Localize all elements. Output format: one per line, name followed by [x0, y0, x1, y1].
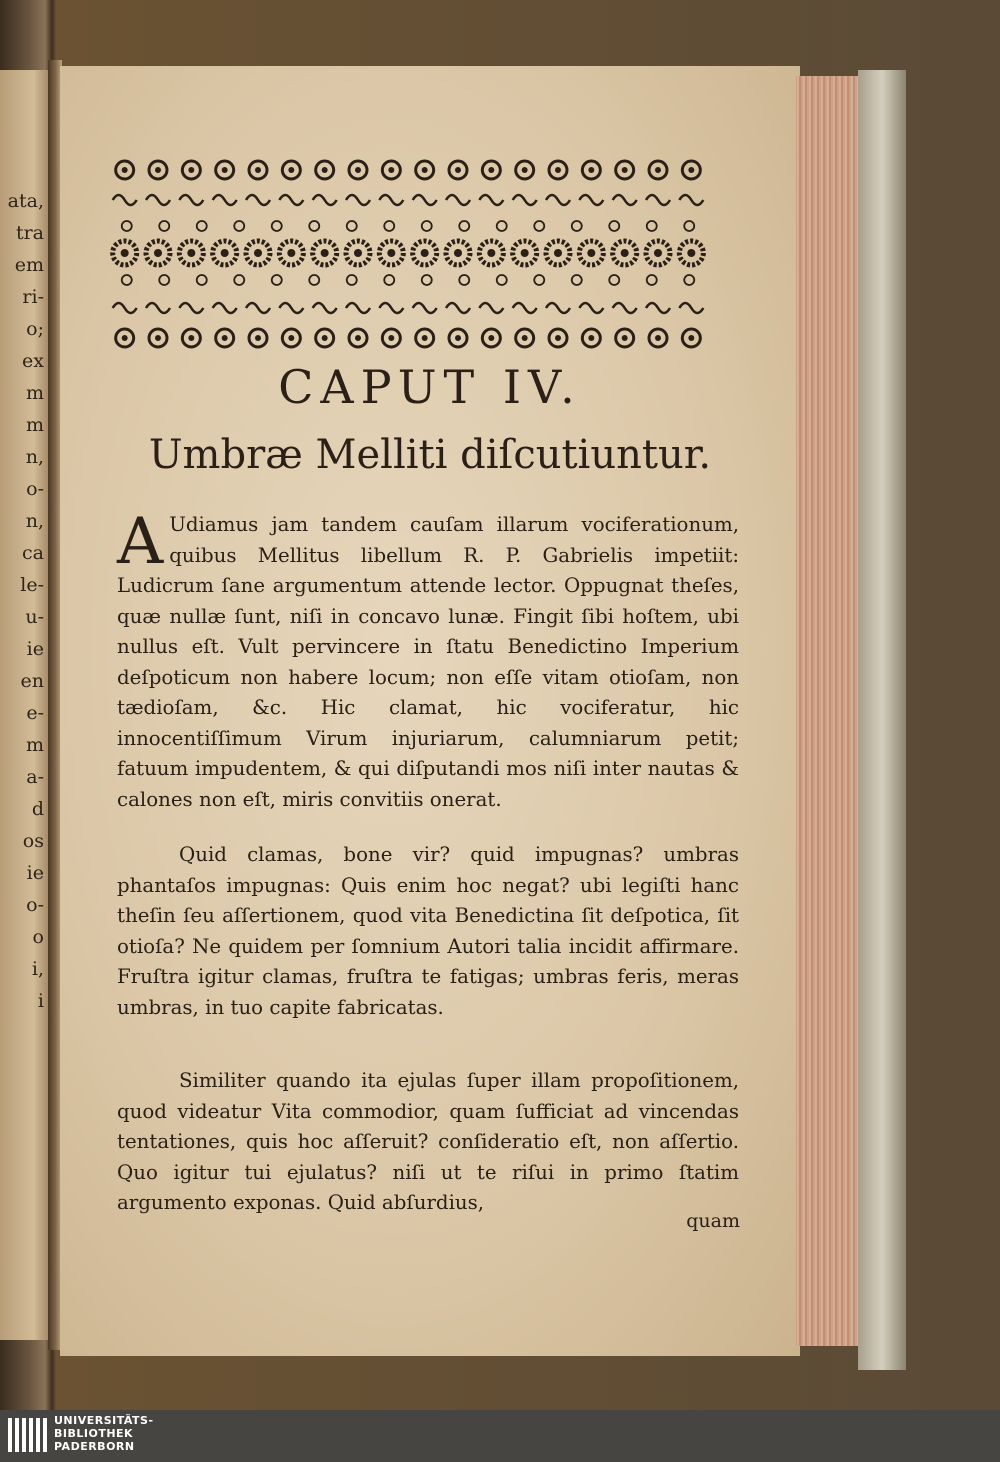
- ornament-flower-center: [688, 167, 694, 173]
- ornament-rosette-center: [354, 249, 362, 257]
- ornament-ring: [572, 275, 582, 285]
- ornament-ring: [684, 221, 694, 231]
- ornament-scroll: [379, 195, 403, 205]
- ornament-ring: [534, 275, 544, 285]
- ornament-flower-center: [422, 167, 428, 173]
- catchword: quam: [686, 1210, 740, 1232]
- chapter-title: CAPUT IV.: [278, 360, 582, 414]
- ornament-ring: [197, 221, 207, 231]
- ornament-scroll: [213, 303, 237, 313]
- left-page-fragment: ri-: [22, 286, 44, 308]
- ornament-flower-center: [622, 167, 628, 173]
- left-page-fragment: m: [25, 734, 44, 756]
- ornament-scroll: [246, 195, 270, 205]
- ornament-scroll: [179, 195, 203, 205]
- ornament-ring: [497, 221, 507, 231]
- left-page-fragment: ex: [22, 350, 44, 372]
- left-page-fragment: i: [37, 990, 44, 1012]
- left-page-fragment: ata,: [7, 190, 44, 212]
- ornament-flower-center: [622, 335, 628, 341]
- ornament-flower-center: [588, 335, 594, 341]
- ornament-scroll: [146, 195, 170, 205]
- ornament-flower-center: [655, 335, 661, 341]
- ornament-scroll: [413, 195, 437, 205]
- ornament-scroll: [246, 303, 270, 313]
- left-page-fragment: ca: [22, 542, 44, 564]
- ornament-scroll: [646, 303, 670, 313]
- ornament-flower-center: [288, 167, 294, 173]
- ornament-ring: [159, 275, 169, 285]
- ornament-ring: [647, 275, 657, 285]
- ornament-ring: [422, 221, 432, 231]
- left-page-fragment: n,: [25, 446, 44, 468]
- ornament-ring: [122, 221, 132, 231]
- left-page-fragment: en: [20, 670, 44, 692]
- ornament-rosette-center: [554, 249, 562, 257]
- ornament-flower-center: [222, 167, 228, 173]
- ornament-scroll: [679, 195, 703, 205]
- ornament-rosette-center: [154, 249, 162, 257]
- ornament-rosette-center: [254, 249, 262, 257]
- ornament-rosette-center: [487, 249, 495, 257]
- ornament-scroll: [446, 195, 470, 205]
- ornament-scroll: [646, 195, 670, 205]
- left-page-fragment: e-: [26, 702, 44, 724]
- ornament-rosette-center: [121, 249, 129, 257]
- ornament-ring: [459, 275, 469, 285]
- ornament-flower-center: [455, 167, 461, 173]
- ornament-flower-center: [188, 167, 194, 173]
- left-page-fragment: o-: [26, 894, 44, 916]
- chapter-subtitle: Umbræ Melliti diſcutiuntur.: [148, 432, 712, 478]
- ornament-scroll: [146, 303, 170, 313]
- ornament-ring: [347, 221, 357, 231]
- ornament-scroll: [313, 303, 337, 313]
- ornament-flower-center: [322, 167, 328, 173]
- ornament-rosette-center: [654, 249, 662, 257]
- ornament-scroll: [579, 195, 603, 205]
- ornament-scroll: [346, 303, 370, 313]
- ornament-ring: [234, 275, 244, 285]
- ornament-ring: [534, 221, 544, 231]
- ornament-ring: [122, 275, 132, 285]
- ornament-scroll: [513, 303, 537, 313]
- ornament-ring: [459, 221, 469, 231]
- ornament-ring: [272, 275, 282, 285]
- ornament-scroll: [279, 195, 303, 205]
- ornament-ring: [609, 275, 619, 285]
- ornament-flower-center: [522, 335, 528, 341]
- ornament-scroll: [279, 303, 303, 313]
- ornament-flower-center: [355, 167, 361, 173]
- left-page-fragment: d: [31, 798, 44, 820]
- ornament-scroll: [113, 303, 137, 313]
- ornament-flower-center: [522, 167, 528, 173]
- left-page-fragment: i,: [31, 958, 44, 980]
- paragraph-1-text: Udiamus jam tandem cauſam illarum vociferationum, quibus Mellitus libellum R. P. Gabrielis impetiit: Ludicrum ſane argumentum attende lector. Oppugnat theſes, quæ nullæ ſunt, niſi in concavo lunæ. Fingit ſibi hoſtem, ubi nullus eſt. Vult pervincere in ſtatu Benedictino Imperium deſpoticum non habere locum; non eſſe vitam otioſam, non tædioſam, &c. Hic clamat, hic vociferatur, hic innocentiſſimum Virum injuriarum, calumniarum petit; fatuum impudentem, & qui diſputandi mos niſi inter nautas & calones non eſt, miris convitiis onerat.: [117, 513, 739, 811]
- ornament-flower-center: [488, 167, 494, 173]
- logo-line: PADERBORN: [54, 1440, 135, 1453]
- ornament-flower-center: [188, 335, 194, 341]
- ornament-rosette-center: [287, 249, 295, 257]
- left-page-margin: [0, 70, 48, 1340]
- page-edges: [796, 76, 866, 1346]
- paragraph-3: Similiter quando ita ejulas ſuper illam propoſitionem, quod videatur Vita commodior, quam ſufficiat ad vincendas tentationes, quis hoc aſſeruit? conſideratio eſt, non aſſertio. Quo igitur tui ejulatus? niſi ut te riſui in primo ſtatim argumento exponas. Quid abſurdius,: [117, 1069, 739, 1214]
- left-page-fragment: ie: [26, 862, 44, 884]
- left-page-fragment: m: [25, 414, 44, 436]
- ornament-ring: [234, 221, 244, 231]
- ornament-rosette-center: [387, 249, 395, 257]
- ornament-rosette-center: [587, 249, 595, 257]
- ornament-ring: [159, 221, 169, 231]
- ornament-flower-center: [555, 335, 561, 341]
- paragraph-2: Quid clamas, bone vir? quid impugnas? umbras phantaſos impugnas: Quis enim hoc negat? ubi legiſti hanc theſin ſeu aſſertionem, quod vita Benedictina ſit deſpotica, ſit otioſa? Ne quidem per ſomnium Autori talia incidit affirmare. Fruſtra igitur clamas, fruſtra te fatigas; umbras feris, meras umbras, in tuo capite fabricatas.: [117, 843, 739, 1019]
- ornamental-headpiece: [108, 148, 708, 356]
- left-page-fragment: o-: [26, 478, 44, 500]
- ornament-flower-center: [322, 335, 328, 341]
- ornament-scroll: [479, 303, 503, 313]
- ornament-scroll: [179, 303, 203, 313]
- book-cover: [858, 70, 906, 1370]
- ornament-rosette-center: [454, 249, 462, 257]
- ornament-flower-center: [488, 335, 494, 341]
- ornament-rosette-center: [621, 249, 629, 257]
- ornament-scroll: [413, 303, 437, 313]
- ornament-ring: [384, 275, 394, 285]
- ornament-ring: [609, 221, 619, 231]
- ornament-ring: [309, 275, 319, 285]
- ornament-rosette-center: [187, 249, 195, 257]
- ornament-flower-center: [155, 335, 161, 341]
- ornament-flower-center: [288, 335, 294, 341]
- ornament-rosette-center: [421, 249, 429, 257]
- logo-line: UNIVERSITÄTS-: [54, 1414, 154, 1427]
- ornament-flower-center: [555, 167, 561, 173]
- ornament-ring: [572, 221, 582, 231]
- ornament-scroll: [313, 195, 337, 205]
- left-page-fragment: tra: [15, 222, 44, 244]
- ornament-ring: [497, 275, 507, 285]
- ornament-flower-center: [255, 335, 261, 341]
- ornament-scroll: [346, 195, 370, 205]
- ornament-flower-center: [388, 335, 394, 341]
- ornament-ring: [684, 275, 694, 285]
- ornament-flower-center: [655, 167, 661, 173]
- library-logo-text: [54, 1414, 154, 1453]
- left-page-fragment: em: [14, 254, 44, 276]
- paragraph-1: [117, 505, 739, 815]
- ornament-ring: [647, 221, 657, 231]
- library-footer: [0, 1410, 1000, 1462]
- ornament-rosette-center: [687, 249, 695, 257]
- left-page-fragment: ie: [26, 638, 44, 660]
- ornament-flower-center: [122, 167, 128, 173]
- ornament-rosette-center: [521, 249, 529, 257]
- ornament-scroll: [613, 195, 637, 205]
- ornament-scroll: [379, 303, 403, 313]
- ornament-rosette-center: [321, 249, 329, 257]
- ornament-ring: [272, 221, 282, 231]
- ornament-scroll: [579, 303, 603, 313]
- ornament-scroll: [546, 303, 570, 313]
- ornament-flower-center: [255, 167, 261, 173]
- ornament-flower-center: [222, 335, 228, 341]
- ornament-scroll: [613, 303, 637, 313]
- logo-line: BIBLIOTHEK: [54, 1427, 134, 1440]
- ornament-flower-center: [455, 335, 461, 341]
- ornament-scroll: [479, 195, 503, 205]
- ornament-ring: [422, 275, 432, 285]
- ornament-scroll: [679, 303, 703, 313]
- ornament-flower-center: [422, 335, 428, 341]
- left-page-fragment: n,: [25, 510, 44, 532]
- ornament-flower-center: [588, 167, 594, 173]
- ornament-scroll: [446, 303, 470, 313]
- ornament-ring: [309, 221, 319, 231]
- ornament-flower-center: [688, 335, 694, 341]
- left-page-fragment: m: [25, 382, 44, 404]
- ornament-scroll: [213, 195, 237, 205]
- ornament-flower-center: [122, 335, 128, 341]
- ornament-scroll: [513, 195, 537, 205]
- ornament-ring: [384, 221, 394, 231]
- left-page-fragment: o: [32, 926, 44, 948]
- ornament-flower-center: [155, 167, 161, 173]
- drop-capital: A: [117, 505, 164, 579]
- left-page-fragment: a-: [26, 766, 44, 788]
- ornament-rosette-center: [221, 249, 229, 257]
- library-logo-icon: [8, 1414, 48, 1454]
- ornament-flower-center: [388, 167, 394, 173]
- ornament-scroll: [113, 195, 137, 205]
- left-page-fragment: le-: [20, 574, 44, 596]
- left-page-fragment: os: [22, 830, 44, 852]
- ornament-scroll: [546, 195, 570, 205]
- ornament-flower-center: [355, 335, 361, 341]
- ornament-ring: [347, 275, 357, 285]
- left-page-fragment: u-: [25, 606, 44, 628]
- left-page-fragment: o;: [26, 318, 44, 340]
- ornament-ring: [197, 275, 207, 285]
